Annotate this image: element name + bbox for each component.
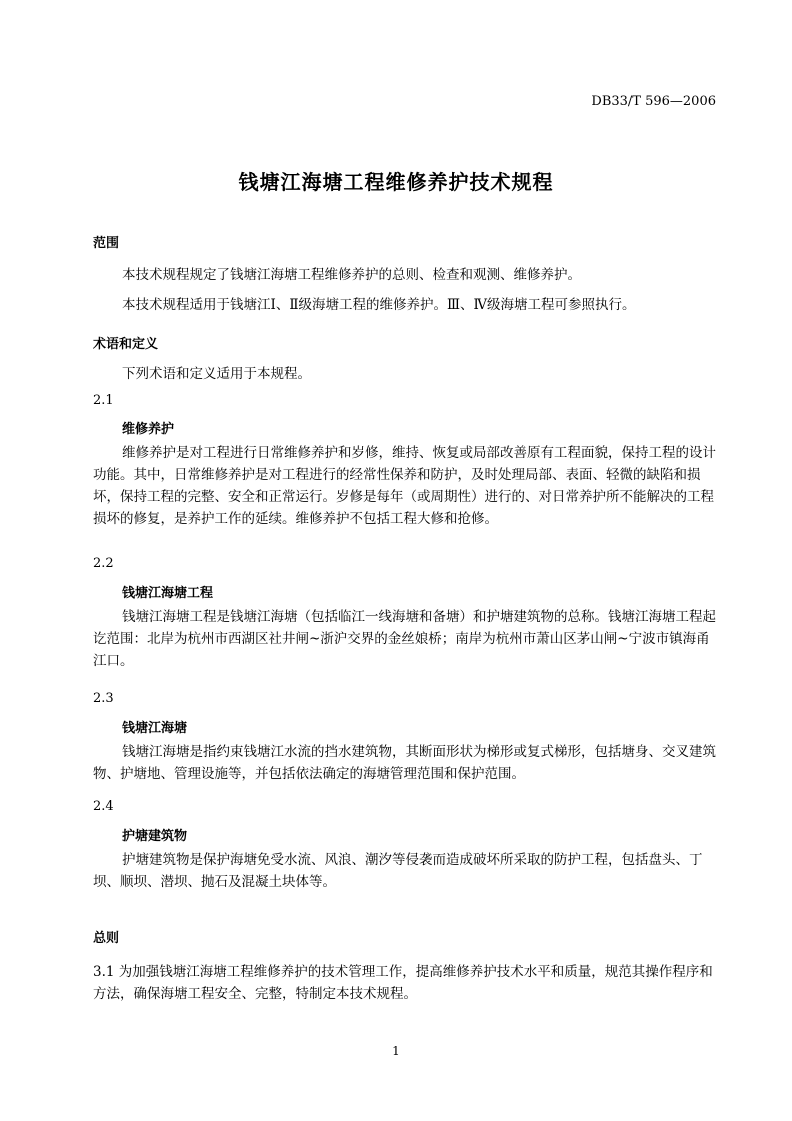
section-heading-scope: 范围 — [93, 236, 120, 251]
section-heading-general: 总则 — [93, 931, 120, 946]
term-name: 护塘建筑物 — [122, 829, 188, 844]
document-title: 钱塘江海塘工程维修养护技术规程 — [238, 170, 554, 194]
page-number: 1 — [392, 1044, 400, 1058]
term-number: 2.4 — [93, 799, 114, 814]
standard-code: DB33/T 596—2006 — [591, 94, 716, 109]
term-definition: 钱塘江海塘是指约束钱塘江水流的挡水建筑物，其断面形状为梯形或复式梯形，包括塘身、交叉建筑物、护塘地、管理设施等，并包括依法确定的海塘管理范围和保护范围。 — [93, 744, 716, 782]
term-name: 维修养护 — [122, 422, 175, 437]
term-number: 2.2 — [93, 556, 114, 571]
term-name: 钱塘江海塘 — [122, 721, 188, 736]
general-clause-3-1: 3.1 为加强钱塘江海塘工程维修养护的技术管理工作，提高维修养护技术水平和质量，规范其操作程序和方法，确保海塘工程安全、完整，特制定本技术规程。 — [93, 964, 713, 1002]
term-name: 钱塘江海塘工程 — [122, 586, 214, 601]
terms-intro: 下列术语和定义适用于本规程。 — [122, 366, 311, 382]
term-definition: 护塘建筑物是保护海塘免受水流、风浪、潮汐等侵袭而造成破坏所采取的防护工程，包括盘头、丁坝、顺坝、潜坝、抛石及混凝土块体等。 — [93, 852, 703, 890]
term-definition: 钱塘江海塘工程是钱塘江海塘（包括临江一线海塘和备塘）和护塘建筑物的总称。钱塘江海塘工程起讫范围：北岸为杭州市西湖区社井闸~浙沪交界的金丝娘桥；南岸为杭州市萧山区茅山闸~宁波市镇海甬江口。 — [93, 609, 716, 669]
section-heading-terms: 术语和定义 — [93, 337, 159, 352]
scope-paragraph-2: 本技术规程适用于钱塘江Ⅰ、Ⅱ级海塘工程的维修养护。Ⅲ、Ⅳ级海塘工程可参照执行。 — [122, 297, 636, 313]
scope-paragraph-1: 本技术规程规定了钱塘江海塘工程维修养护的总则、检查和观测、维修养护。 — [122, 267, 581, 283]
term-definition: 维修养护是对工程进行日常维修养护和岁修，维持、恢复或局部改善原有工程面貌，保持工程的设计功能。其中，日常维修养护是对工程进行的经常性保养和防护，及时处理局部、表面、轻微的缺陷和损坏，保持工程的完整、安全和正常运行。岁修是每年（或周期性）进行的、对日常养护所不能解决的工程损坏的修复，是养护工作的延续。维修养护不包括工程大修和抢修。 — [93, 445, 716, 527]
term-number: 2.3 — [93, 691, 114, 706]
term-number: 2.1 — [93, 393, 114, 408]
